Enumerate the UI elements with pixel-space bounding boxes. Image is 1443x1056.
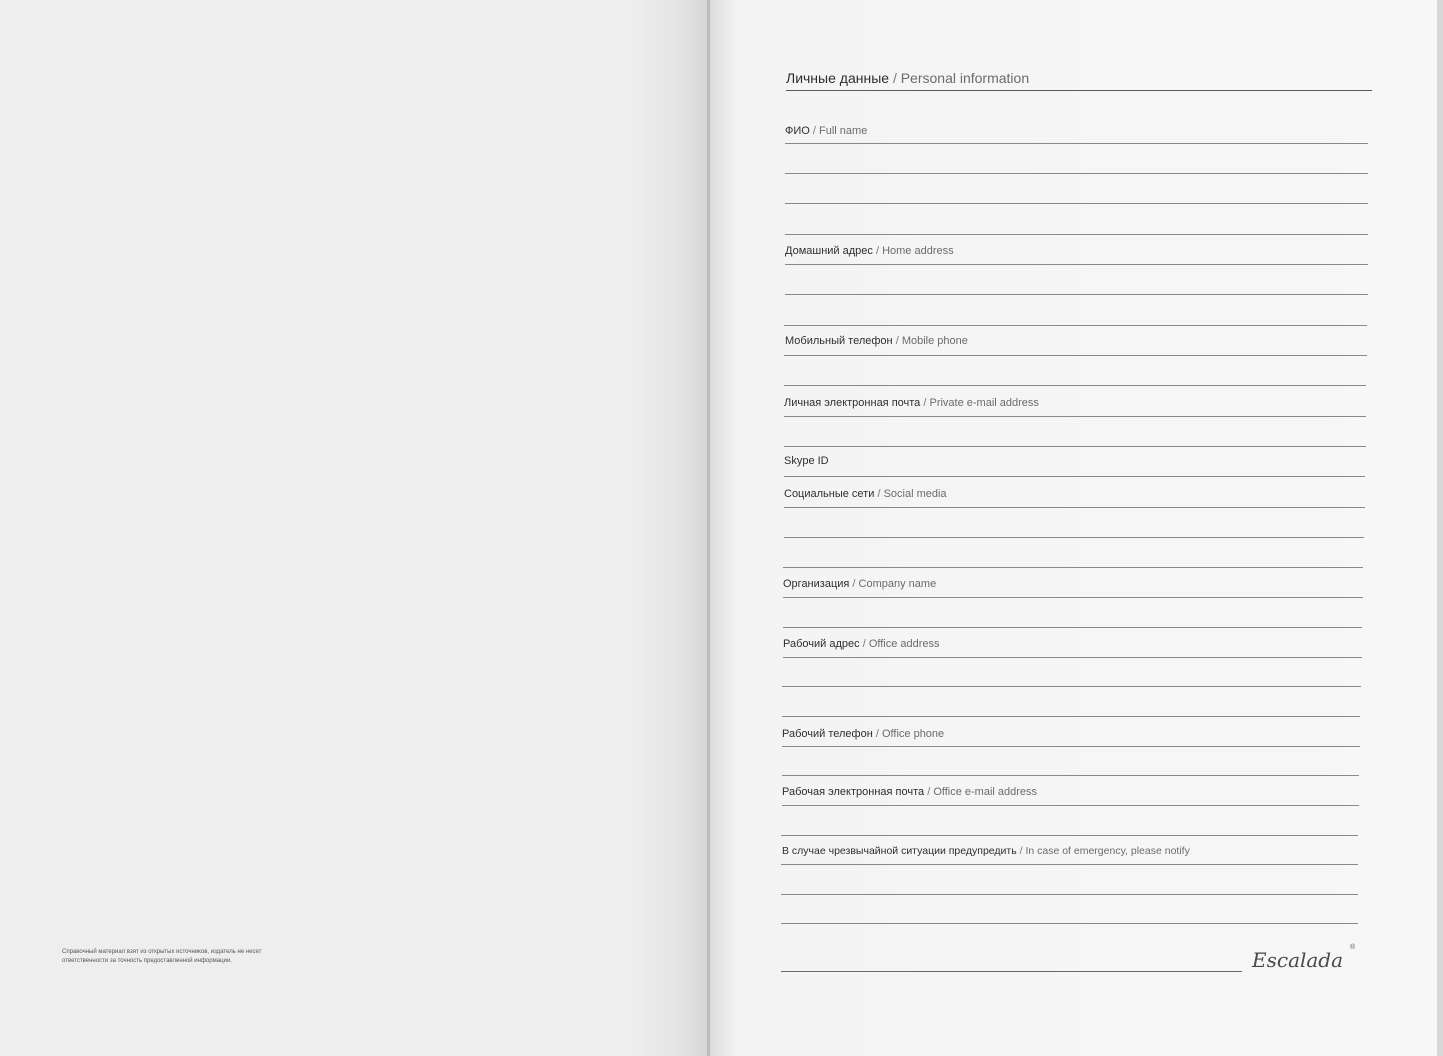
signature-line	[781, 971, 1242, 972]
field-label-ru: Личная электронная почта	[784, 397, 921, 409]
disclaimer-text: Справочный материал взят из открытых источников, издатель не несет ответственности за точность предоставленной информации.	[62, 949, 262, 964]
writing-line	[785, 234, 1368, 235]
writing-line	[784, 507, 1365, 508]
writing-line	[783, 627, 1362, 628]
writing-line	[782, 775, 1359, 776]
writing-line	[782, 686, 1361, 687]
field-label-emergency-contact: В случае чрезвычайной ситуации предупредить / In case of emergency, please notify	[782, 845, 1190, 857]
field-label-company-name: Организация / Company name	[783, 578, 937, 590]
field-label-en: Company name	[858, 578, 937, 590]
page-title-separator: /	[892, 70, 897, 86]
writing-line	[784, 537, 1364, 538]
field-label-en: Private e-mail address	[929, 397, 1039, 409]
field-label-office-address: Рабочий адрес / Office address	[783, 638, 940, 650]
field-label-ru: Skype ID	[784, 455, 829, 467]
writing-line	[784, 446, 1366, 447]
writing-line	[781, 894, 1358, 895]
field-label-full-name: ФИО / Full name	[785, 125, 868, 137]
field-label-mobile-phone: Мобильный телефон / Mobile phone	[785, 335, 968, 347]
field-label-skype-id	[784, 455, 829, 467]
writing-line	[783, 567, 1363, 568]
page-title	[786, 70, 1029, 86]
writing-line	[782, 746, 1360, 747]
field-label-en: Home address	[882, 245, 954, 257]
writing-line	[784, 325, 1367, 326]
field-label-en: Social media	[883, 488, 947, 500]
writing-line	[781, 923, 1358, 924]
field-label-en: Office address	[868, 638, 940, 650]
registered-mark: ®	[1350, 944, 1356, 951]
field-label-ru: ФИО	[785, 125, 810, 137]
field-label-ru: В случае чрезвычайной ситуации предупредить	[782, 845, 1017, 857]
field-label-ru: Рабочий адрес	[783, 638, 860, 650]
field-label-office-phone: Рабочий телефон / Office phone	[782, 728, 945, 740]
brand-logo: Escalada	[1252, 948, 1344, 972]
field-label-ru: Домашний адрес	[785, 245, 873, 257]
writing-line	[781, 835, 1358, 836]
field-label-en: In case of emergency, please notify	[1025, 845, 1190, 857]
page-title-ru: Личные данные	[786, 70, 890, 86]
writing-line	[784, 476, 1365, 477]
left-page	[0, 0, 708, 1056]
field-label-private-email: Личная электронная почта / Private e-mail address	[784, 397, 1039, 409]
field-label-en: Office e-mail address	[933, 786, 1038, 798]
title-underline	[786, 90, 1372, 91]
writing-line	[781, 864, 1358, 865]
field-label-ru: Социальные сети	[784, 488, 875, 500]
field-label-en: Office phone	[881, 728, 945, 740]
writing-line	[785, 264, 1368, 265]
field-label-en: Full name	[819, 125, 868, 137]
writing-line	[785, 143, 1368, 144]
writing-line	[783, 657, 1362, 658]
right-page	[710, 0, 1437, 1056]
writing-line	[785, 173, 1368, 174]
writing-line	[785, 294, 1368, 295]
field-label-ru: Мобильный телефон	[785, 335, 893, 347]
field-label-ru: Рабочая электронная почта	[782, 786, 925, 798]
writing-line	[784, 416, 1366, 417]
writing-line	[785, 203, 1368, 204]
field-label-en: Mobile phone	[901, 335, 968, 347]
field-label-office-email: Рабочая электронная почта / Office e-mail address	[782, 786, 1038, 798]
writing-line	[784, 355, 1367, 356]
field-label-social-media: Социальные сети / Social media	[784, 488, 947, 500]
writing-line	[784, 385, 1366, 386]
field-label-home-address: Домашний адрес / Home address	[785, 245, 954, 257]
field-label-ru: Организация	[783, 578, 850, 590]
writing-line	[783, 597, 1363, 598]
writing-line	[782, 805, 1359, 806]
page-title-en: Personal information	[900, 70, 1030, 86]
writing-line	[782, 716, 1360, 717]
field-label-ru: Рабочий телефон	[782, 728, 873, 740]
